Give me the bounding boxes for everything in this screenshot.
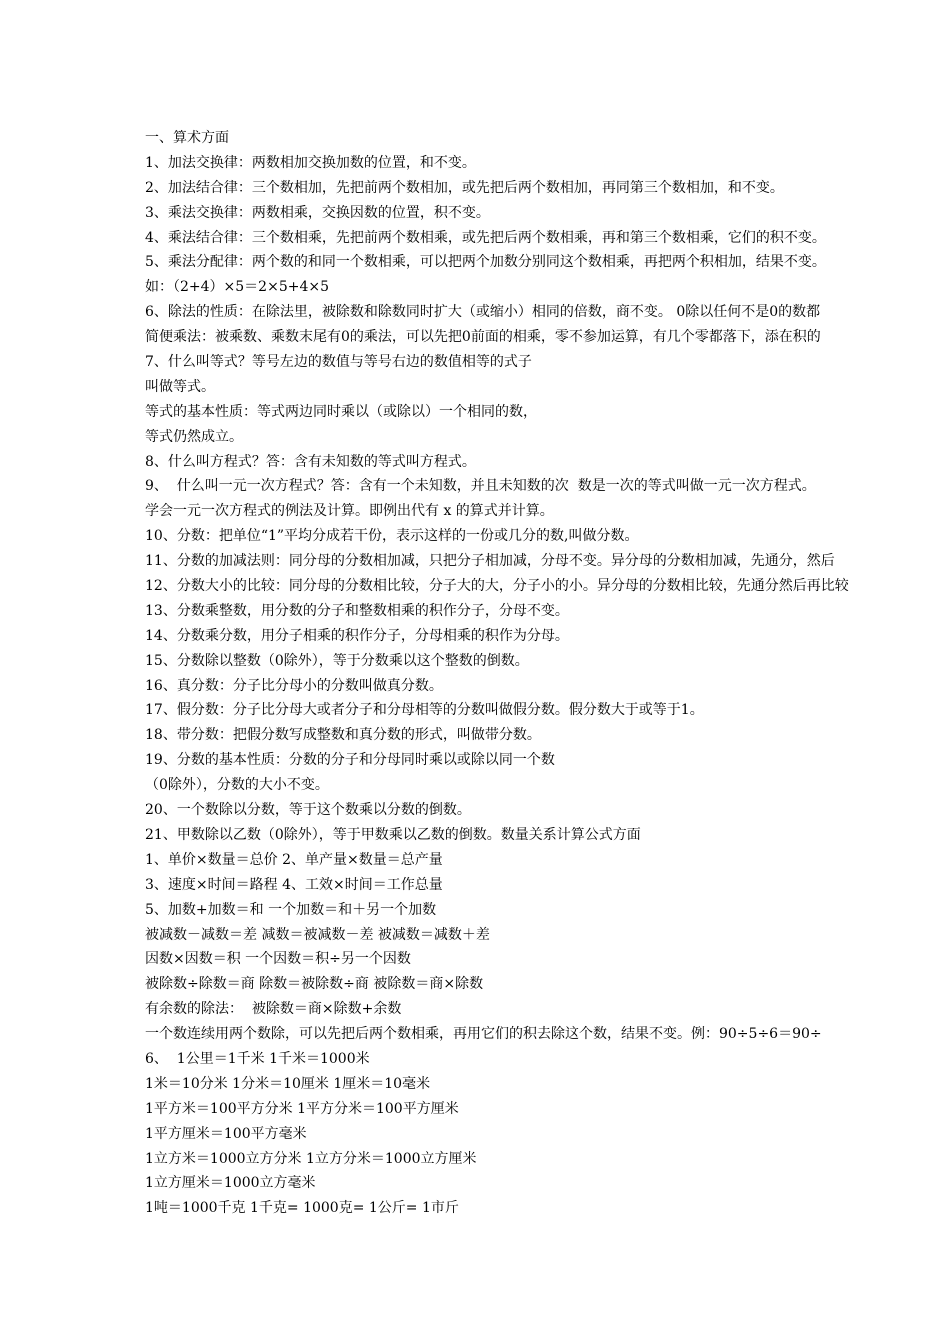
text-line: 4、乘法结合律：三个数相乘，先把前两个数相乘，或先把后两个数相乘，再和第三个数相乘，它们的积不变。 xyxy=(145,229,826,246)
text-line: 1、加法交换律：两数相加交换加数的位置，和不变。 xyxy=(145,154,476,171)
text-line: 等式的基本性质：等式两边同时乘以（或除以）一个相同的数， xyxy=(145,403,537,420)
text-line: 1立方厘米＝1000立方毫米 xyxy=(145,1175,316,1192)
text-line: 20、一个数除以分数，等于这个数乘以分数的倒数。 xyxy=(145,802,471,819)
text-line: 17、假分数：分子比分母大或者分子和分母相等的分数叫做假分数。假分数大于或等于1。 xyxy=(145,702,704,719)
text-line: 7、什么叫等式？等号左边的数值与等号右边的数值相等的式子 xyxy=(145,354,532,371)
text-line: 14、分数乘分数，用分子相乘的积作分子，分母相乘的积作为分母。 xyxy=(145,627,569,644)
text-line: 简便乘法：被乘数、乘数末尾有0的乘法，可以先把0前面的相乘，零不参加运算，有几个零都落下，添在积的 xyxy=(145,329,821,346)
text-line: 16、真分数：分子比分母小的分数叫做真分数。 xyxy=(145,677,443,694)
text-line: 11、分数的加减法则：同分母的分数相加减，只把分子相加减，分母不变。异分母的分数相加减，先通分，然后 xyxy=(145,553,835,570)
text-line: 1平方厘米＝100平方毫米 xyxy=(145,1125,307,1142)
text-line: 因数×因数＝积 一个因数＝积÷另一个因数 xyxy=(145,951,411,968)
text-line: 学会一元一次方程式的例法及计算。即例出代有 x 的算式并计算。 xyxy=(145,503,554,520)
text-line: 叫做等式。 xyxy=(145,378,215,395)
text-line: 12、分数大小的比较：同分母的分数相比较，分子大的大，分子小的小。异分母的分数相比较，先通分然后再比较 xyxy=(145,578,849,595)
section-heading: 一、算术方面 xyxy=(145,130,229,146)
text-line: 18、带分数：把假分数写成整数和真分数的形式，叫做带分数。 xyxy=(145,727,541,744)
text-line: 被减数－减数＝差 减数＝被减数－差 被减数＝减数＋差 xyxy=(145,926,490,943)
text-line: 6、 1公里＝1千米 1千米＝1000米 xyxy=(145,1050,370,1067)
text-line: 2、加法结合律：三个数相加，先把前两个数相加，或先把后两个数相加，再同第三个数相加，和不变。 xyxy=(145,179,784,196)
text-line: 1立方米＝1000立方分米 1立方分米＝1000立方厘米 xyxy=(145,1150,477,1167)
text-line: 13、分数乘整数，用分数的分子和整数相乘的积作分子，分母不变。 xyxy=(145,602,569,619)
text-line: 5、加数+加数＝和 一个加数＝和＋另一个加数 xyxy=(145,901,437,918)
text-line: 19、分数的基本性质：分数的分子和分母同时乘以或除以同一个数 xyxy=(145,752,555,769)
text-line: 9、 什么叫一元一次方程式？答：含有一个未知数，并且未知数的次 数是一次的等式叫做一元一次方程式。 xyxy=(145,478,816,495)
text-line: 1平方米＝100平方分米 1平方分米＝100平方厘米 xyxy=(145,1100,459,1117)
text-line: 如：（2+4）×5＝2×5+4×5 xyxy=(145,279,330,296)
text-line: 3、速度×时间＝路程 4、工效×时间＝工作总量 xyxy=(145,876,443,893)
text-line: 3、乘法交换律：两数相乘，交换因数的位置，积不变。 xyxy=(145,204,490,221)
document-body xyxy=(145,126,950,1221)
text-line: 一个数连续用两个数除，可以先把后两个数相乘，再用它们的积去除这个数，结果不变。例：90÷5÷6＝90÷ xyxy=(145,1026,822,1043)
text-line: 15、分数除以整数（0除外），等于分数乘以这个整数的倒数。 xyxy=(145,652,529,669)
text-line: 1米＝10分米 1分米＝10厘米 1厘米＝10毫米 xyxy=(145,1075,431,1092)
text-line: 1吨＝1000千克 1千克= 1000克= 1公斤= 1市斤 xyxy=(145,1200,459,1217)
text-line: 6、除法的性质：在除法里，被除数和除数同时扩大（或缩小）相同的倍数，商不变。 0除以任何不是0的数都 xyxy=(145,304,821,321)
text-line: （0除外），分数的大小不变。 xyxy=(145,777,329,794)
text-line: 有余数的除法： 被除数＝商×除数+余数 xyxy=(145,1001,402,1018)
text-line: 1、单价×数量＝总价 2、单产量×数量＝总产量 xyxy=(145,851,443,868)
text-line: 等式仍然成立。 xyxy=(145,428,243,445)
text-line: 8、什么叫方程式？答：含有未知数的等式叫方程式。 xyxy=(145,453,476,470)
text-line: 10、分数：把单位“1”平均分成若干份，表示这样的一份或几分的数,叫做分数。 xyxy=(145,528,639,545)
text-line: 5、乘法分配律：两个数的和同一个数相乘，可以把两个加数分别同这个数相乘，再把两个积相加，结果不变。 xyxy=(145,254,826,271)
text-line: 被除数÷除数＝商 除数＝被除数÷商 被除数＝商×除数 xyxy=(145,976,484,993)
text-line: 21、甲数除以乙数（0除外），等于甲数乘以乙数的倒数。数量关系计算公式方面 xyxy=(145,826,641,843)
